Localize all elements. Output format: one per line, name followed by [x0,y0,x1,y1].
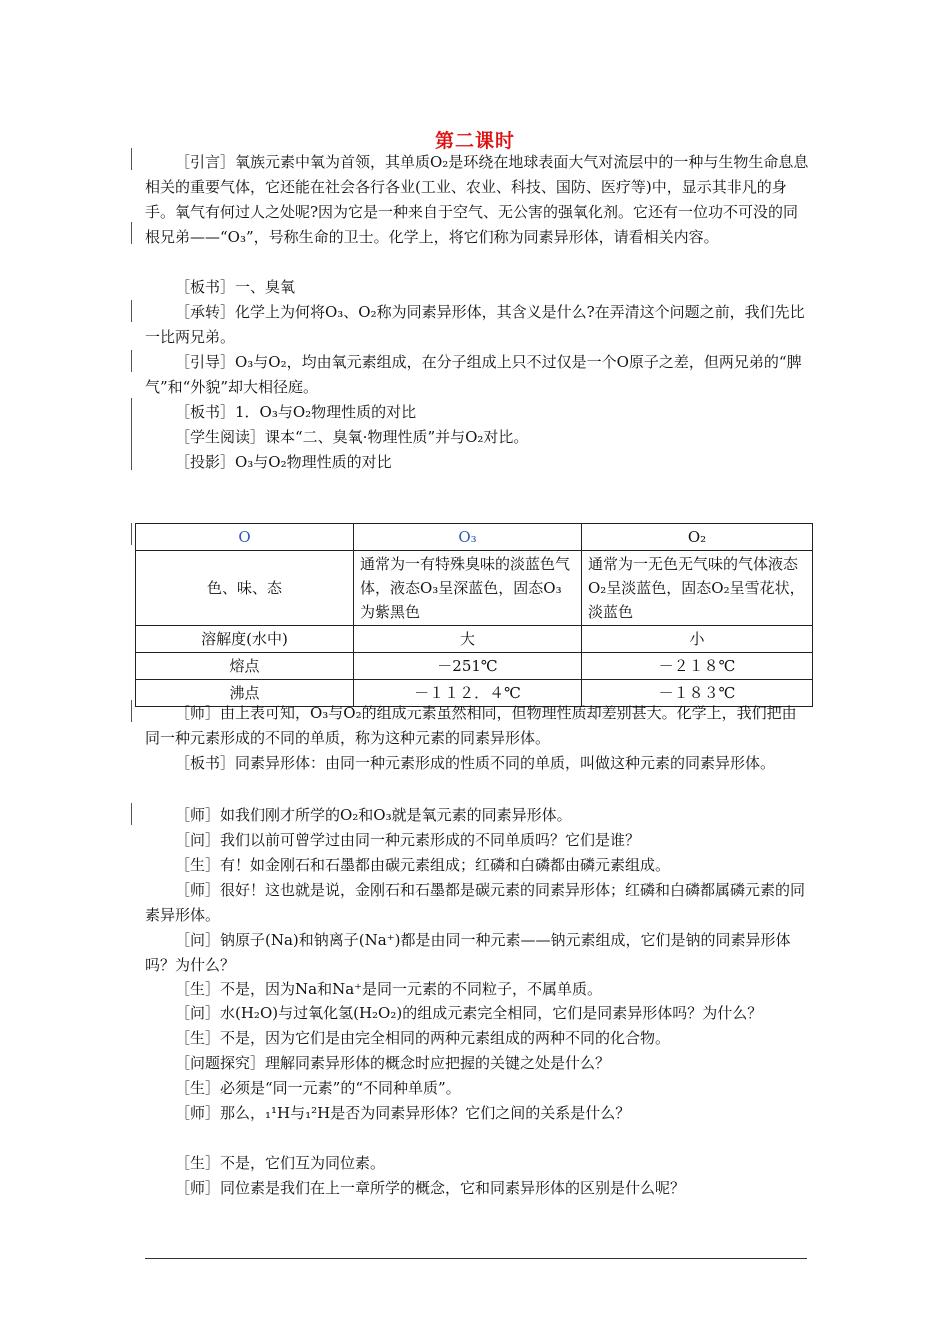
table-header-cell: O₂ [582,524,813,551]
table-cell: 色、味、态 [136,551,354,626]
paragraph-board-3: ［板书］同素异形体：由同一种元素形成的性质不同的单质，叫做这种元素的同素异形体。 [175,754,776,772]
margin-bar [131,398,132,470]
margin-bar [131,700,132,722]
paragraph-student-4: ［生］必须是“同一元素”的“不同种单质”。 [175,1079,461,1097]
table-cell: 通常为一有特殊臭味的淡蓝色气体，液态O₃呈深蓝色，固态O₃为紫黑色 [354,551,582,626]
table-cell: 沸点 [136,680,354,707]
margin-bar [131,222,132,244]
paragraph-transition: ［承转］化学上为何将O₃、O₂称为同素异形体，其含义是什么?在弄清这个问题之前，我们先比一比两兄弟。 [145,303,805,346]
paragraph-intro: ［引言］氧族元素中氧为首领，其单质O₂是环绕在地球表面大气对流层中的一种与生物生命息息相关的重要气体，它还能在社会各行各业(工业、农业、科技、国防、医疗等)中，显示其非凡的身手。氧气有何过人之处呢?因为它是一种来自于空气、无公害的强氧化剂。它还有一位功不可没的同根兄弟——“O₃”，号称生命的卫士。化学上，将它们称为同素异形体，请看相关内容。 [145,153,809,246]
margin-bar [131,523,132,545]
paragraph-reading: ［学生阅读］课本“二、臭氧·物理性质”并与O₂对比。 [175,428,529,446]
margin-bar [131,350,132,372]
margin-bar [131,148,132,170]
paragraph-teacher-3: ［师］很好！这也就是说，金刚石和石墨都是碳元素的同素异形体；红磷和白磷都属磷元素的同素异形体。 [145,881,806,924]
table-cell: －１８３℃ [582,680,813,707]
table-cell: 小 [582,626,813,653]
paragraph-question-1: ［问］我们以前可曾学过由同一种元素形成的不同单质吗？它们是谁？ [175,831,641,849]
paragraph-projection: ［投影］O₃与O₂物理性质的对比 [175,453,392,471]
table-cell: －１１２．４℃ [354,680,582,707]
paragraph-student-1: ［生］有！如金刚石和石墨都由碳元素组成；红磷和白磷都由磷元素组成。 [175,856,671,874]
paragraph-question-2: ［问］钠原子(Na)和钠离子(Na⁺)都是由同一种元素——钠元素组成，它们是钠的同素异形体吗？为什么？ [145,931,791,974]
comparison-table [135,523,813,707]
table-row [136,653,813,680]
page-title: 第二课时 [434,130,515,152]
table-row [136,551,813,626]
footer-rule [145,1258,807,1259]
table-header-cell: O [136,524,354,551]
paragraph-inquiry: ［问题探究］理解同素异形体的概念时应把握的关键之处是什么？ [175,1054,611,1072]
paragraph-board-1: ［板书］一、臭氧 [175,278,296,296]
table-cell: 大 [354,626,582,653]
table-cell: －２１８℃ [582,653,813,680]
margin-bar [131,803,132,825]
paragraph-teacher-1: ［师］由上表可知，O₃与O₂的组成元素虽然相同，但物理性质却差别甚大。化学上，我们把由同一种元素形成的不同的单质，称为这种元素的同素异形体。 [145,704,797,747]
table-cell: 溶解度(水中) [136,626,354,653]
paragraph-board-2: ［板书］1．O₃与O₂物理性质的对比 [175,403,417,421]
table-header-cell: O₃ [354,524,582,551]
table-cell: 熔点 [136,653,354,680]
table-row [136,626,813,653]
paragraph-teacher-5: ［师］同位素是我们在上一章所学的概念，它和同素异形体的区别是什么呢？ [175,1179,686,1197]
paragraph-question-3: ［问］水(H₂O)与过氧化氢(H₂O₂)的组成元素完全相同，它们是同素异形体吗？为什么？ [175,1004,763,1022]
paragraph-student-5: ［生］不是，它们互为同位素。 [175,1154,386,1172]
table-cell: －251℃ [354,653,582,680]
paragraph-student-2: ［生］不是，因为Na和Na⁺是同一元素的不同粒子，不属单质。 [175,980,603,998]
table-cell: 通常为一无色无气味的气体液态O₂呈淡蓝色，固态O₂呈雪花状，淡蓝色 [582,551,813,626]
paragraph-guide: ［引导］O₃与O₂，均由氧元素组成，在分子组成上只不过仅是一个O原子之差，但两兄弟的“脾气”和“外貌”却大相径庭。 [145,353,802,396]
paragraph-teacher-2: ［师］如我们刚才所学的O₂和O₃就是氧元素的同素异形体。 [175,806,572,824]
paragraph-teacher-4: ［师］那么，₁¹H与₁²H是否为同素异形体？它们之间的关系是什么？ [175,1104,631,1122]
margin-bar [131,300,132,322]
table-header-row [136,524,813,551]
paragraph-student-3: ［生］不是，因为它们是由完全相同的两种元素组成的两种不同的化合物。 [175,1029,671,1047]
